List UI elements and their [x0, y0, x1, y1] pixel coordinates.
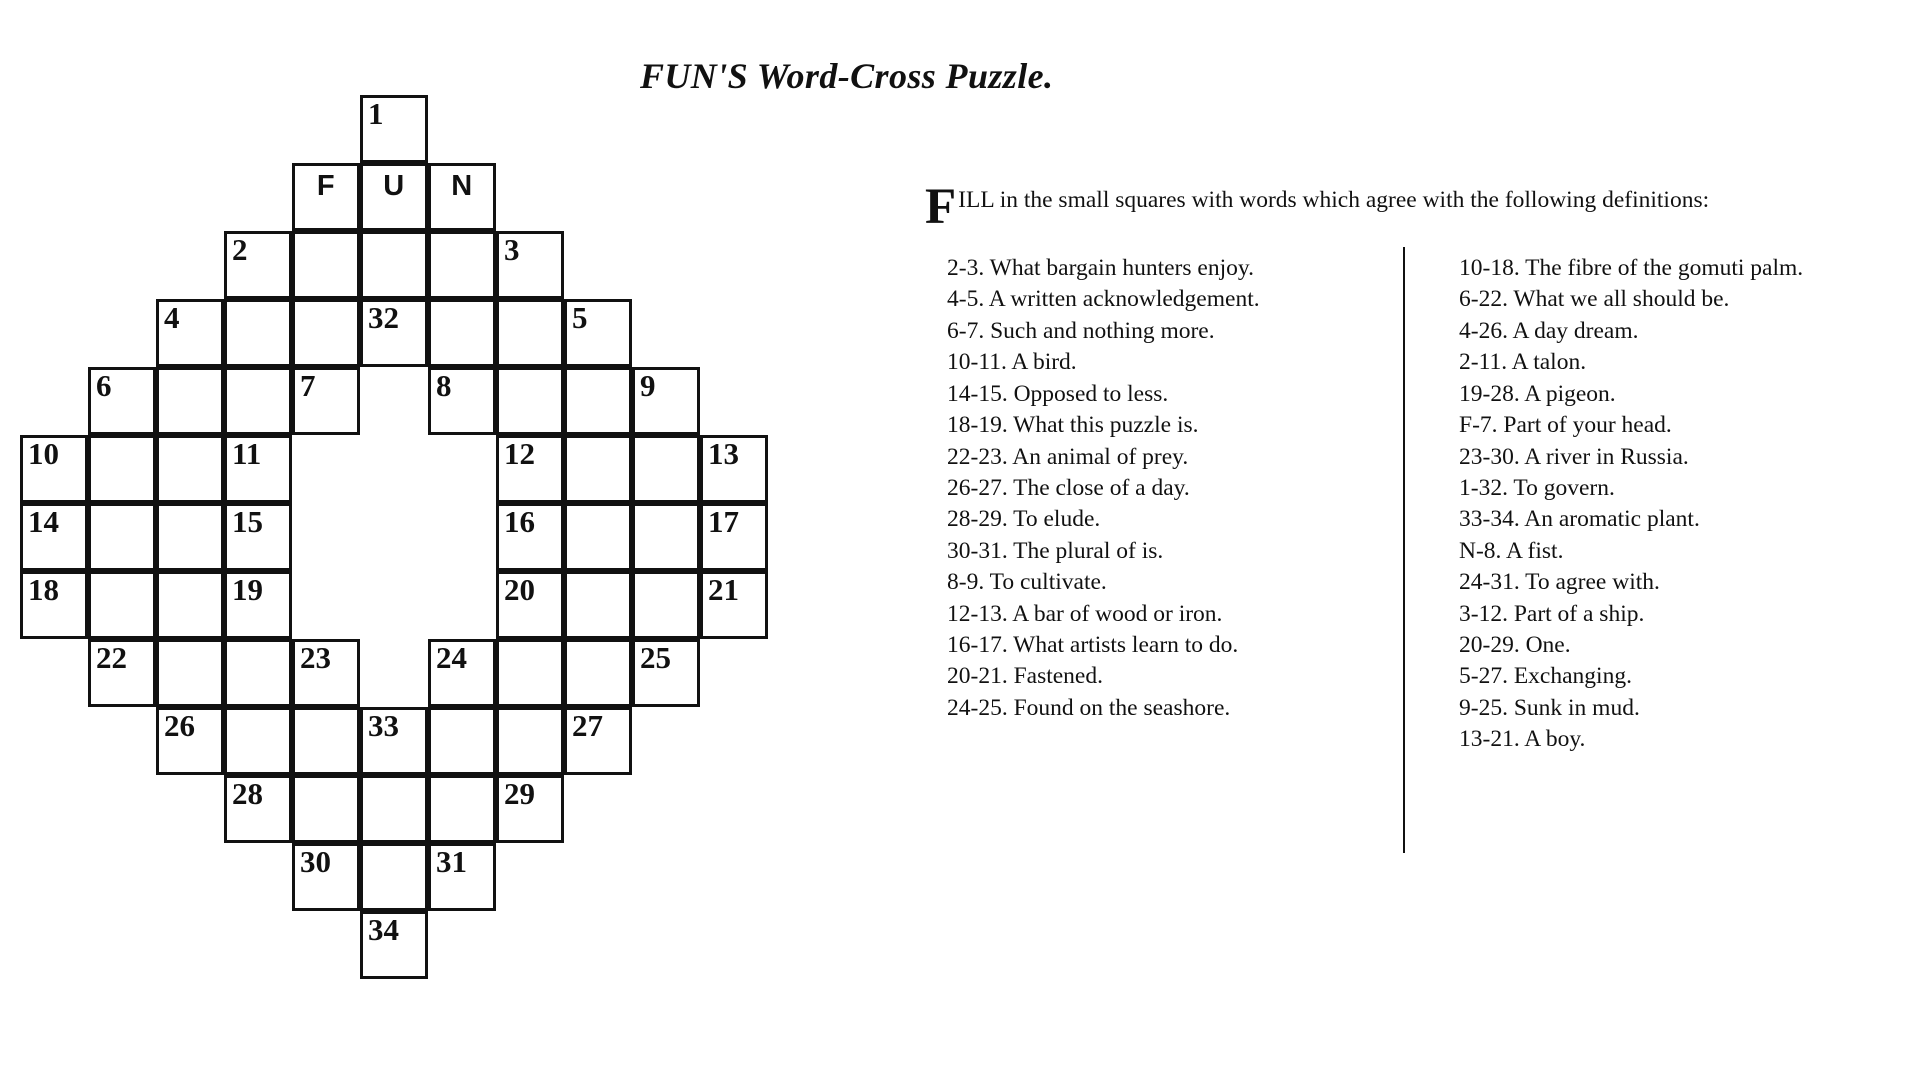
grid-cell-14[interactable] — [20, 503, 88, 571]
clue-item: 6-7. Such and nothing more. — [947, 317, 1215, 344]
clue-item: 14-15. Opposed to less. — [947, 380, 1169, 407]
grid-cell-blank[interactable] — [292, 707, 360, 775]
grid-cell-32[interactable] — [360, 299, 428, 367]
clue-item: N-8. A fist. — [1459, 537, 1564, 564]
grid-cell-f[interactable] — [292, 163, 360, 231]
grid-cell-blank[interactable] — [496, 639, 564, 707]
grid-cell-blank[interactable] — [564, 503, 632, 571]
grid-cell-blank[interactable] — [360, 231, 428, 299]
clue-item: F-7. Part of your head. — [1459, 412, 1672, 439]
cell-number: 2 — [232, 232, 248, 267]
grid-cell-blank[interactable] — [428, 775, 496, 843]
grid-cell-9[interactable] — [632, 367, 700, 435]
grid-cell-28[interactable] — [224, 775, 292, 843]
cell-number: 15 — [232, 504, 263, 539]
cell-number: 1 — [368, 96, 384, 131]
clue-item: 1-32. To govern. — [1459, 474, 1615, 501]
grid-cell-blank[interactable] — [88, 435, 156, 503]
grid-cell-blank[interactable] — [632, 571, 700, 639]
clue-item: 33-34. An aromatic plant. — [1459, 506, 1700, 533]
page-title: FUN'S Word-Cross Puzzle. — [640, 56, 1054, 96]
clue-section — [925, 179, 1885, 945]
grid-cell-34[interactable] — [360, 911, 428, 979]
cell-number: 20 — [504, 572, 535, 607]
clue-column-divider — [1403, 247, 1405, 853]
clue-column-right — [1437, 253, 1877, 756]
cell-number: 13 — [708, 436, 739, 471]
grid-cell-33[interactable] — [360, 707, 428, 775]
grid-cell-21[interactable] — [700, 571, 768, 639]
grid-cell-blank[interactable] — [156, 367, 224, 435]
grid-cell-blank[interactable] — [292, 231, 360, 299]
grid-cell-25[interactable] — [632, 639, 700, 707]
grid-cell-13[interactable] — [700, 435, 768, 503]
clue-item: 8-9. To cultivate. — [947, 569, 1107, 596]
grid-cell-n[interactable] — [428, 163, 496, 231]
grid-cell-blank[interactable] — [496, 367, 564, 435]
grid-cell-15[interactable] — [224, 503, 292, 571]
clue-item: 20-29. One. — [1459, 632, 1571, 659]
grid-cell-18[interactable] — [20, 571, 88, 639]
grid-cell-22[interactable] — [88, 639, 156, 707]
grid-cell-1[interactable] — [360, 95, 428, 163]
cell-number: 5 — [572, 300, 588, 335]
clue-item: 10-11. A bird. — [947, 349, 1077, 376]
grid-cell-blank[interactable] — [564, 435, 632, 503]
clue-column-left — [925, 253, 1395, 724]
grid-cell-blank[interactable] — [428, 299, 496, 367]
clue-intro-text: ILL in the small squares with words which agree with the following definitions: — [958, 187, 1710, 213]
cell-number: 11 — [232, 436, 262, 471]
clue-item: 20-21. Fastened. — [947, 663, 1103, 690]
cell-number: 14 — [28, 504, 59, 539]
grid-cell-blank[interactable] — [156, 503, 224, 571]
cell-number: 26 — [164, 708, 195, 743]
clue-intro — [925, 179, 1885, 235]
grid-cell-blank[interactable] — [156, 639, 224, 707]
grid-cell-blank[interactable] — [292, 299, 360, 367]
clue-item: 4-26. A day dream. — [1459, 317, 1639, 344]
grid-cell-blank[interactable] — [564, 367, 632, 435]
drop-cap: F — [925, 179, 957, 235]
clue-item: 22-23. An animal of prey. — [947, 443, 1189, 470]
cell-number: 21 — [708, 572, 739, 607]
cell-number: 8 — [436, 368, 452, 403]
cell-number: 10 — [28, 436, 59, 471]
grid-cell-7[interactable] — [292, 367, 360, 435]
clue-item: 23-30. A river in Russia. — [1459, 443, 1689, 470]
grid-cell-6[interactable] — [88, 367, 156, 435]
cell-letter: F — [316, 170, 336, 202]
cell-number: 18 — [28, 572, 59, 607]
cell-number: 31 — [436, 844, 467, 879]
cell-number: 7 — [300, 368, 316, 403]
grid-cell-27[interactable] — [564, 707, 632, 775]
cell-number: 12 — [504, 436, 535, 471]
cell-number: 32 — [368, 300, 399, 335]
grid-cell-blank[interactable] — [292, 775, 360, 843]
grid-cell-30[interactable] — [292, 843, 360, 911]
grid-cell-blank[interactable] — [496, 707, 564, 775]
grid-cell-31[interactable] — [428, 843, 496, 911]
grid-cell-19[interactable] — [224, 571, 292, 639]
grid-cell-20[interactable] — [496, 571, 564, 639]
grid-cell-blank[interactable] — [360, 843, 428, 911]
grid-cell-blank[interactable] — [224, 367, 292, 435]
cell-letter: N — [451, 170, 473, 202]
grid-cell-8[interactable] — [428, 367, 496, 435]
grid-cell-blank[interactable] — [156, 571, 224, 639]
grid-cell-blank[interactable] — [564, 571, 632, 639]
cell-number: 4 — [164, 300, 180, 335]
clue-item: 4-5. A written acknowledgement. — [947, 286, 1260, 313]
grid-cell-29[interactable] — [496, 775, 564, 843]
grid-cell-blank[interactable] — [360, 775, 428, 843]
clue-item: 6-22. What we all should be. — [1459, 286, 1730, 313]
grid-cell-blank[interactable] — [224, 299, 292, 367]
cell-number: 29 — [504, 776, 535, 811]
cell-number: 16 — [504, 504, 535, 539]
grid-cell-blank[interactable] — [564, 639, 632, 707]
cell-letter: U — [383, 170, 405, 202]
grid-cell-23[interactable] — [292, 639, 360, 707]
grid-cell-blank[interactable] — [88, 503, 156, 571]
grid-cell-11[interactable] — [224, 435, 292, 503]
cell-number: 6 — [96, 368, 112, 403]
grid-cell-10[interactable] — [20, 435, 88, 503]
clue-item: 2-11. A talon. — [1459, 349, 1587, 376]
clue-item: 28-29. To elude. — [947, 506, 1101, 533]
cell-number: 22 — [96, 640, 127, 675]
cell-number: 24 — [436, 640, 467, 675]
grid-cell-2[interactable] — [224, 231, 292, 299]
clue-item: 13-21. A boy. — [1459, 726, 1586, 753]
cell-number: 17 — [708, 504, 739, 539]
cell-number: 30 — [300, 844, 331, 879]
grid-cell-5[interactable] — [564, 299, 632, 367]
grid-cell-blank[interactable] — [428, 231, 496, 299]
cell-number: 9 — [640, 368, 656, 403]
clue-item: 5-27. Exchanging. — [1459, 663, 1632, 690]
cell-number: 19 — [232, 572, 263, 607]
grid-cell-blank[interactable] — [496, 299, 564, 367]
clue-item: 30-31. The plural of is. — [947, 537, 1164, 564]
clue-item: 3-12. Part of a ship. — [1459, 600, 1645, 627]
cell-number: 27 — [572, 708, 603, 743]
grid-cell-blank[interactable] — [88, 571, 156, 639]
grid-cell-blank[interactable] — [632, 435, 700, 503]
grid-cell-blank[interactable] — [224, 707, 292, 775]
clue-item: 19-28. A pigeon. — [1459, 380, 1616, 407]
clue-item: 10-18. The fibre of the gomuti palm. — [1459, 255, 1804, 281]
crossword-grid — [0, 95, 920, 995]
grid-cell-blank[interactable] — [156, 435, 224, 503]
grid-cell-u[interactable] — [360, 163, 428, 231]
clue-item: 16-17. What artists learn to do. — [947, 632, 1239, 659]
grid-cell-12[interactable] — [496, 435, 564, 503]
clue-item: 9-25. Sunk in mud. — [1459, 694, 1640, 721]
grid-cell-24[interactable] — [428, 639, 496, 707]
grid-cell-blank[interactable] — [632, 503, 700, 571]
cell-number: 25 — [640, 640, 671, 675]
cell-number: 3 — [504, 232, 520, 267]
cell-number: 33 — [368, 708, 399, 743]
grid-cell-blank[interactable] — [428, 707, 496, 775]
cell-number: 23 — [300, 640, 331, 675]
clue-item: 18-19. What this puzzle is. — [947, 412, 1199, 439]
clue-item: 24-31. To agree with. — [1459, 569, 1660, 596]
clue-item: 12-13. A bar of wood or iron. — [947, 600, 1223, 627]
grid-cell-26[interactable] — [156, 707, 224, 775]
cell-number: 34 — [368, 912, 399, 947]
cell-number: 28 — [232, 776, 263, 811]
grid-cell-16[interactable] — [496, 503, 564, 571]
grid-cell-4[interactable] — [156, 299, 224, 367]
grid-cell-blank[interactable] — [224, 639, 292, 707]
grid-cell-17[interactable] — [700, 503, 768, 571]
clue-item: 2-3. What bargain hunters enjoy. — [947, 255, 1254, 281]
clue-item: 26-27. The close of a day. — [947, 474, 1190, 501]
clue-item: 24-25. Found on the seashore. — [947, 694, 1231, 721]
grid-cell-3[interactable] — [496, 231, 564, 299]
